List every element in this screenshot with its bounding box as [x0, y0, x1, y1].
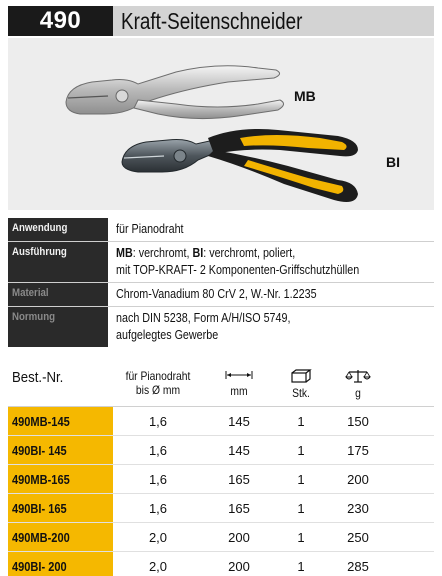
col-header-length: mm — [203, 365, 275, 406]
row-id: 490BI- 200 — [8, 552, 113, 576]
table-row — [8, 436, 434, 465]
package-icon — [290, 369, 312, 383]
order-table — [8, 365, 434, 576]
scale-icon — [345, 369, 371, 383]
info-val-anwendung: für Pianodraht — [116, 222, 184, 236]
pliers-bi-image — [122, 129, 358, 202]
col-header-piano: für Pianodraht bis Ø mm — [125, 369, 191, 397]
row-piano: 1,6 — [148, 414, 168, 429]
row-id: 490MB-165 — [8, 465, 113, 493]
row-weight: 285 — [347, 559, 369, 574]
table-row — [8, 407, 434, 436]
row-id: 490BI- 165 — [8, 494, 113, 522]
info-val-material: Chrom-Vanadium 80 CrV 2, W.-Nr. 1.2235 — [116, 287, 317, 301]
row-weight: 200 — [347, 472, 369, 487]
row-qty: 1 — [297, 414, 305, 429]
info-key-normung: Normung — [8, 307, 108, 347]
col-header-weight: g — [327, 365, 389, 406]
info-row-anwendung — [8, 218, 434, 242]
table-row — [8, 552, 434, 576]
page-title — [113, 6, 434, 36]
table-row — [8, 494, 434, 523]
pliers-illustration — [8, 38, 434, 210]
info-key-material: Material — [8, 283, 108, 306]
row-qty: 1 — [297, 443, 305, 458]
row-length: 200 — [228, 559, 250, 574]
row-length: 145 — [228, 414, 250, 429]
row-piano: 1,6 — [148, 443, 168, 458]
row-weight: 150 — [347, 414, 369, 429]
row-weight: 250 — [347, 530, 369, 545]
row-qty: 1 — [297, 472, 305, 487]
info-val-ausfuehrung: MB: verchromt, BI: verchromt, poliert, mit TOP-KRAFT- 2 Komponenten-Griffschutzhüllen — [116, 246, 360, 277]
length-arrow-icon — [224, 369, 254, 381]
row-qty: 1 — [297, 559, 305, 574]
row-id: 490MB-145 — [8, 407, 113, 435]
info-row-ausfuehrung — [8, 242, 434, 283]
info-key-anwendung: Anwendung — [8, 218, 108, 241]
col-header-qty: Stk. — [275, 365, 327, 406]
row-length: 165 — [228, 472, 250, 487]
row-length: 200 — [228, 530, 250, 545]
pliers-mb-image — [66, 66, 284, 119]
variant-label-bi: BI — [386, 154, 400, 170]
info-row-normung — [8, 307, 434, 347]
variant-label-mb: MB — [294, 88, 316, 104]
row-piano: 2,0 — [148, 559, 168, 574]
row-weight: 230 — [347, 501, 369, 516]
table-header — [8, 365, 434, 407]
row-length: 165 — [228, 501, 250, 516]
row-id: 490BI- 145 — [8, 436, 113, 464]
product-info — [8, 218, 434, 347]
article-number: 490 — [8, 6, 113, 36]
row-id: 490MB-200 — [8, 523, 113, 551]
table-row — [8, 465, 434, 494]
row-length: 145 — [228, 443, 250, 458]
header-bar — [8, 6, 434, 36]
info-val-normung: nach DIN 5238, Form A/H/ISO 5749, aufgelegtes Gewerbe — [116, 311, 291, 342]
page-title-text: Kraft-Seitenschneider — [121, 8, 303, 34]
table-row — [8, 523, 434, 552]
row-piano: 2,0 — [148, 530, 168, 545]
info-row-material — [8, 283, 434, 307]
col-header-id: Best.-Nr. — [12, 369, 64, 386]
row-piano: 1,6 — [148, 501, 168, 516]
info-key-ausfuehrung: Ausführung — [8, 242, 108, 282]
row-weight: 175 — [347, 443, 369, 458]
row-piano: 1,6 — [148, 472, 168, 487]
product-image-area — [8, 38, 434, 210]
row-qty: 1 — [297, 501, 305, 516]
row-qty: 1 — [297, 530, 305, 545]
